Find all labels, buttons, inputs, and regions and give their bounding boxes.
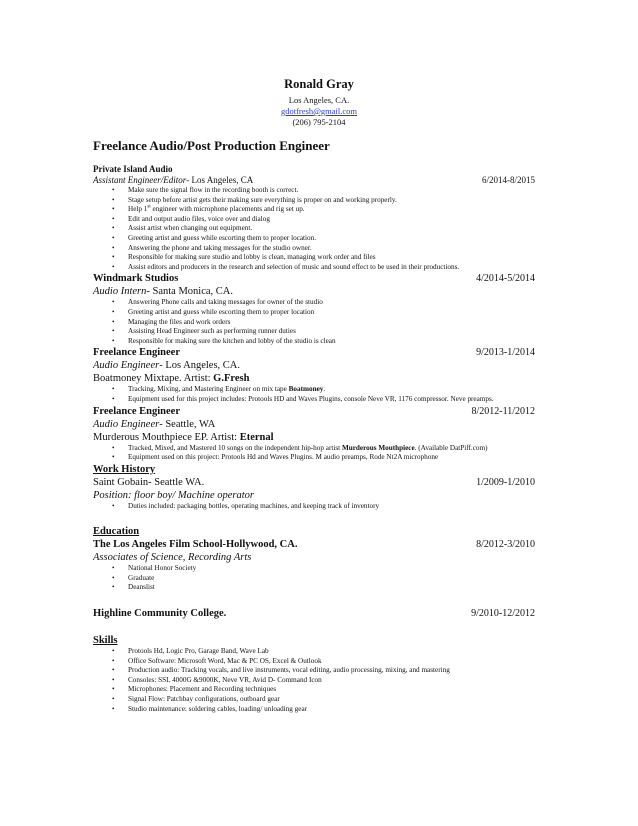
- job-org: Freelance Engineer: [93, 347, 180, 359]
- bullet-icon: •: [112, 317, 115, 326]
- education-honors-list: [93, 564, 535, 593]
- list-item: • Answering the phone and taking messages for the studio owner.: [112, 243, 312, 252]
- list-item: • Equipment used for this project includes: Protools HD and Waves Plugins, console Neve VR, 1176 compressor. Neve preamps.: [112, 394, 494, 403]
- bullet-icon: •: [112, 656, 115, 665]
- project-line: Murderous Mouthpiece EP. Artist: Eternal: [93, 431, 274, 443]
- bullet-icon: •: [112, 262, 115, 271]
- list-item: • Make sure the signal flow in the recording booth is correct.: [112, 186, 299, 194]
- list-item: • Stage setup before artist gets their making sure everything is proper on and working properly.: [112, 195, 397, 204]
- candidate-city: Los Angeles, CA.: [288, 95, 350, 105]
- job-header-row: [93, 476, 535, 489]
- section-heading-skills: Skills: [93, 635, 118, 647]
- degree-row: [93, 551, 535, 564]
- job-header-row: [93, 346, 535, 359]
- bullet-icon: •: [112, 224, 115, 233]
- job-header-row: [93, 272, 535, 285]
- school-name: The Los Angeles Film School-Hollywood, CA.: [93, 539, 298, 551]
- bullet-icon: •: [112, 394, 115, 403]
- bullet-icon: •: [112, 253, 115, 262]
- school-name: Highline Community College.: [93, 608, 227, 620]
- school-header-row: [93, 607, 535, 620]
- job-role-row: [93, 418, 535, 431]
- job-org: Freelance Engineer: [93, 405, 180, 417]
- job-date: 4/2014-5/2014: [476, 273, 535, 285]
- list-item: • Consoles: SSL 4000G &9000K, Neve VR, Avid D- Command Icon: [112, 675, 322, 684]
- job-duties-list: [93, 298, 535, 346]
- job-duties-list: [93, 444, 535, 463]
- bullet-icon: •: [112, 675, 115, 684]
- job-header-row: [93, 405, 535, 418]
- bullet-icon: •: [112, 647, 115, 656]
- bullet-icon: •: [112, 336, 115, 345]
- school-date: 9/2010-12/2012: [471, 608, 535, 620]
- job-date: 9/2013-1/2014: [476, 347, 535, 359]
- bullet-icon: •: [112, 695, 115, 704]
- job-location: - Seattle, WA: [159, 418, 216, 430]
- list-item: • Microphones: Placement and Recording techniques: [112, 685, 277, 694]
- bullet-icon: •: [112, 214, 115, 223]
- bullet-icon: •: [112, 443, 115, 452]
- job-date: 6/2014-8/2015: [482, 175, 535, 185]
- list-item: • Protools Hd, Logic Pro, Garage Band, Wave Lab: [112, 647, 269, 656]
- list-item: • National Honor Society: [112, 564, 197, 573]
- job-role: Position: floor boy/ Machine operator: [93, 489, 254, 501]
- list-item: • Assisting Head Engineer such as performing runner duties: [112, 327, 296, 336]
- list-item: • Greeting artist and guess while escorting them to proper location: [112, 307, 315, 316]
- bullet-icon: •: [112, 307, 115, 316]
- school-date: 8/2012-3/2010: [476, 539, 535, 551]
- project-artist: G.Fresh: [213, 373, 250, 385]
- job-location: - Santa Monica, CA.: [146, 286, 233, 298]
- bullet-icon: •: [112, 573, 115, 582]
- candidate-name: Ronald Gray: [284, 77, 354, 91]
- bullet-icon: •: [112, 195, 115, 204]
- school-header-row: [93, 538, 535, 551]
- spacer: [93, 511, 535, 525]
- list-item: • Deanslist: [112, 583, 155, 592]
- skills-list: [93, 647, 535, 714]
- job-role-row: [93, 489, 535, 502]
- list-item: • Help 1st engineer with microphone placements and rig set up.: [112, 204, 305, 214]
- bullet-icon: •: [112, 666, 115, 675]
- degree: Associates of Science, Recording Arts: [93, 552, 252, 564]
- objective-title: Freelance Audio/Post Production Engineer: [93, 138, 330, 153]
- bullet-icon: •: [112, 583, 115, 592]
- list-item: • Assist editors and producers in the research and selection of music and sound effect to be used in their productions.: [112, 262, 460, 271]
- bullet-icon: •: [112, 385, 115, 394]
- bullet-icon: •: [112, 327, 115, 336]
- spacer: [93, 593, 535, 607]
- list-item: • Signal Flow: Patchbay configurations, outboard gear: [112, 695, 280, 704]
- bullet-icon: •: [112, 243, 115, 252]
- list-item: • Responsible for making sure studio and lobby is clean, managing work order and files: [112, 253, 376, 262]
- bullet-icon: •: [112, 501, 115, 510]
- project-line: Boatmoney Mixtape. Artist: G.Fresh: [93, 373, 250, 385]
- job-org: Windmark Studios: [93, 273, 179, 285]
- bullet-icon: •: [112, 685, 115, 694]
- candidate-phone: (206) 795-2104: [292, 117, 346, 127]
- list-item: • Duties included: packaging bottles, operating machines, and keeping track of inventory: [112, 501, 380, 510]
- job-duties-list: [93, 502, 535, 512]
- job-org: Saint Gobain- Seattle WA.: [93, 476, 205, 488]
- list-item: • Tracked, Mixed, and Mastered 10 songs on the independent hip-hop artist Murderous Mouthpiece. (Available DatPiff.com): [112, 443, 488, 452]
- job-date: 1/2009-1/2010: [476, 476, 535, 488]
- job-role: Audio Engineer: [93, 418, 160, 430]
- list-item: • Tracking, Mixing, and Mastering Engineer on mix tape Boatmoney.: [112, 385, 326, 394]
- bullet-icon: •: [112, 205, 115, 214]
- list-item: • Responsible for making sure the kitchen and lobby of the studio is clean: [112, 336, 336, 345]
- bullet-icon: •: [112, 186, 115, 194]
- job-role-row: [93, 175, 535, 186]
- list-item: • Production audio: Tracking vocals, and live instruments, vocal editing, audio processing, mixing, and mastering: [112, 666, 450, 675]
- job-location: - Los Angeles, CA: [186, 175, 254, 185]
- list-item: • Edit and output audio files, voice over and dialog: [112, 214, 270, 223]
- bullet-icon: •: [112, 704, 115, 713]
- job-location: - Los Angeles, CA.: [159, 360, 240, 372]
- list-item: • Office Software: Microsoft Word, Mac & PC OS, Excel & Outlook: [112, 656, 322, 665]
- bullet-icon: •: [112, 564, 115, 573]
- list-item: • Assist artist when changing out equipment.: [112, 224, 253, 233]
- project-artist: Eternal: [239, 431, 274, 443]
- candidate-email-link[interactable]: gdotfresh@gmail.com: [280, 106, 358, 116]
- job-duties-list: [93, 186, 535, 272]
- list-item: • Answering Phone calls and taking messages for owner of the studio: [112, 298, 323, 307]
- job-role-row: [93, 285, 535, 298]
- job-role: Audio Intern: [93, 286, 147, 298]
- job-role-row: [93, 359, 535, 372]
- bullet-icon: •: [112, 453, 115, 462]
- job-role: Audio Engineer: [93, 360, 160, 372]
- job-role: Assistant Engineer/Editor: [93, 175, 187, 185]
- list-item: • Equipment used on this project: Protools Hd and Waves Plugins. M audio preamps, Rode Nt2A microphone: [112, 453, 439, 462]
- list-item: • Graduate: [112, 573, 155, 582]
- resume-content: [93, 164, 535, 714]
- list-item: • Greeting artist and guess while escorting them to proper location.: [112, 233, 317, 242]
- bullet-icon: •: [112, 298, 115, 307]
- list-item: • Studio maintenance: soldering cables, loading/ unloading gear: [112, 704, 308, 713]
- job-org: Private Island Audio: [93, 164, 173, 174]
- section-heading-education: Education: [93, 526, 140, 538]
- bullet-icon: •: [112, 233, 115, 242]
- spacer: [93, 620, 535, 634]
- job-duties-list: [93, 385, 535, 404]
- job-date: 8/2012-11/2012: [471, 405, 535, 417]
- list-item: • Managing the files and work orders: [112, 317, 231, 326]
- section-heading-work-history: Work History: [93, 463, 156, 475]
